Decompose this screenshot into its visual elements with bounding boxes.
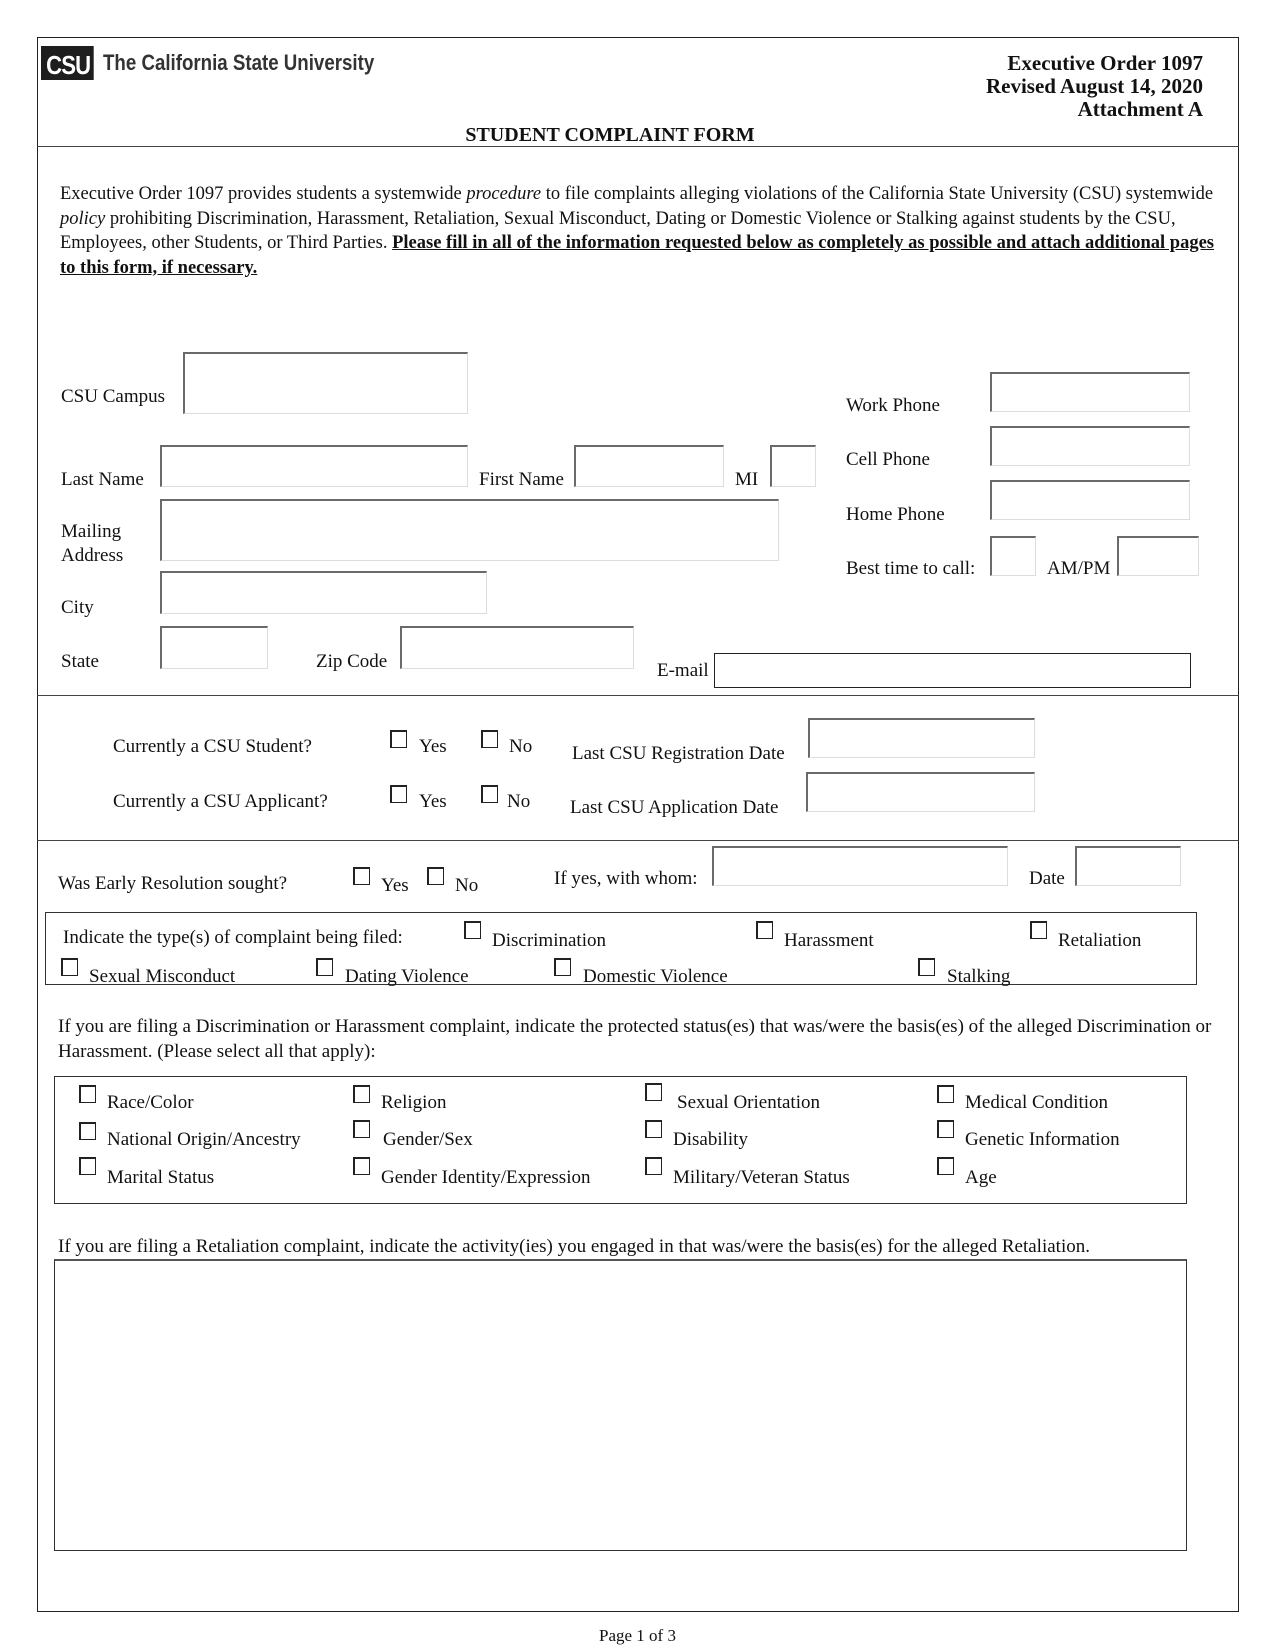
protected-status-checkbox[interactable] xyxy=(353,1120,370,1138)
protected-status-checkbox[interactable] xyxy=(937,1157,954,1175)
csu-logo-mark: CSU xyxy=(41,46,94,80)
city-label: City xyxy=(61,597,94,618)
complaint-type-checkbox[interactable] xyxy=(61,958,78,976)
mi-field[interactable] xyxy=(770,445,816,487)
executive-order-header xyxy=(986,52,1203,121)
email-label: E-mail xyxy=(657,660,709,681)
form-title: STUDENT COMPLAINT FORM xyxy=(465,124,755,146)
mailing-address-field[interactable] xyxy=(160,499,779,561)
mailing-label-line2: Address xyxy=(61,545,124,566)
student-yes-checkbox[interactable] xyxy=(390,730,407,748)
early-resolution-no-label: No xyxy=(455,875,479,896)
section-divider xyxy=(37,840,1239,841)
early-resolution-date-label: Date xyxy=(1029,868,1065,889)
protected-status-label: Genetic Information xyxy=(965,1129,1120,1150)
student-yes-label: Yes xyxy=(419,736,447,757)
complaint-type-label: Harassment xyxy=(784,930,874,951)
state-field[interactable] xyxy=(160,626,268,669)
best-time-label: Best time to call: xyxy=(846,558,976,579)
complaint-type-label: Sexual Misconduct xyxy=(89,966,236,987)
zip-code-field[interactable] xyxy=(400,626,634,669)
attachment-label: Attachment A xyxy=(1077,97,1203,121)
student-question: Currently a CSU Student? xyxy=(113,736,312,757)
applicant-yes-checkbox[interactable] xyxy=(390,785,407,803)
city-field[interactable] xyxy=(160,571,487,614)
mi-label: MI xyxy=(735,469,759,490)
first-name-field[interactable] xyxy=(574,445,724,487)
csu-logo xyxy=(41,46,422,80)
protected-status-checkbox[interactable] xyxy=(937,1085,954,1103)
email-field[interactable] xyxy=(714,653,1191,688)
cell-phone-label: Cell Phone xyxy=(846,449,930,470)
retaliation-instruction: If you are filing a Retaliation complaint, indicate the activity(ies) you engaged in that was/were the basis(es) for the alleged Retaliation. xyxy=(58,1236,1090,1257)
work-phone-field[interactable] xyxy=(990,372,1190,412)
registration-date-field[interactable] xyxy=(808,718,1035,758)
header-divider xyxy=(37,146,1239,147)
protected-status-label: Religion xyxy=(381,1092,447,1113)
protected-status-label: Marital Status xyxy=(107,1167,215,1188)
protected-status-label: Medical Condition xyxy=(965,1092,1109,1113)
csu-logo-text: The California State University xyxy=(103,50,375,75)
protected-status-label: Gender Identity/Expression xyxy=(381,1167,591,1188)
mailing-address-label xyxy=(61,520,123,568)
complaint-type-checkbox[interactable] xyxy=(554,958,571,976)
complaint-type-label: Stalking xyxy=(947,966,1011,987)
complaint-type-label: Domestic Violence xyxy=(583,966,728,987)
protected-status-checkbox[interactable] xyxy=(353,1085,370,1103)
applicant-yes-label: Yes xyxy=(419,791,447,812)
ampm-field[interactable] xyxy=(1117,536,1199,576)
complaint-types-prompt: Indicate the type(s) of complaint being filed: xyxy=(63,927,403,948)
page-number: Page 1 of 3 xyxy=(599,1626,676,1645)
applicant-question: Currently a CSU Applicant? xyxy=(113,791,328,812)
protected-status-checkbox[interactable] xyxy=(79,1157,96,1175)
protected-status-checkbox[interactable] xyxy=(645,1120,662,1138)
protected-status-label: Race/Color xyxy=(107,1092,194,1113)
protected-status-label: Disability xyxy=(673,1129,748,1150)
intro-instruction: Please fill in all of the information requested below as completely as possible and attach additional pages to this form, if necessary. xyxy=(60,233,1215,278)
protected-status-label: National Origin/Ancestry xyxy=(107,1129,301,1150)
early-resolution-yes-checkbox[interactable] xyxy=(353,867,370,885)
early-resolution-no-checkbox[interactable] xyxy=(427,867,444,885)
ampm-label: AM/PM xyxy=(1047,558,1111,579)
complaint-type-checkbox[interactable] xyxy=(316,958,333,976)
complaint-type-label: Discrimination xyxy=(492,930,606,951)
campus-field[interactable] xyxy=(183,352,468,414)
campus-label: CSU Campus xyxy=(61,386,165,407)
home-phone-field[interactable] xyxy=(990,480,1190,520)
complaint-type-checkbox[interactable] xyxy=(756,921,773,939)
protected-status-label: Age xyxy=(965,1167,997,1188)
intro-text: to file complaints alleging violations of the California State University (CSU) systemwide xyxy=(541,184,1214,204)
applicant-no-label: No xyxy=(507,791,531,812)
home-phone-label: Home Phone xyxy=(846,504,945,525)
complaint-type-checkbox[interactable] xyxy=(918,958,935,976)
student-no-checkbox[interactable] xyxy=(481,730,498,748)
state-label: State xyxy=(61,651,99,672)
protected-status-checkbox[interactable] xyxy=(353,1157,370,1175)
early-resolution-date-field[interactable] xyxy=(1075,846,1181,886)
application-date-label: Last CSU Application Date xyxy=(570,797,779,818)
best-time-field[interactable] xyxy=(990,536,1036,576)
work-phone-label: Work Phone xyxy=(846,395,940,416)
complaint-type-checkbox[interactable] xyxy=(1030,921,1047,939)
complaint-type-label: Dating Violence xyxy=(345,966,469,987)
application-date-field[interactable] xyxy=(806,772,1035,812)
protected-status-label: Gender/Sex xyxy=(383,1129,473,1150)
registration-date-label: Last CSU Registration Date xyxy=(572,743,785,764)
protected-status-checkbox[interactable] xyxy=(79,1085,96,1103)
retaliation-activity-field[interactable] xyxy=(54,1259,1187,1551)
early-resolution-question: Was Early Resolution sought? xyxy=(58,873,288,894)
protected-status-label: Sexual Orientation xyxy=(677,1092,820,1113)
revision-date: Revised August 14, 2020 xyxy=(985,74,1203,98)
protected-status-checkbox[interactable] xyxy=(937,1120,954,1138)
intro-emphasis-procedure: procedure xyxy=(466,184,542,204)
last-name-field[interactable] xyxy=(160,445,468,487)
with-whom-field[interactable] xyxy=(712,846,1008,886)
protected-status-checkbox[interactable] xyxy=(645,1083,662,1101)
applicant-no-checkbox[interactable] xyxy=(481,785,498,803)
order-number: Executive Order 1097 xyxy=(1007,51,1203,75)
mailing-label-line1: Mailing xyxy=(61,521,122,542)
section-divider xyxy=(37,695,1239,696)
intro-text: Executive Order 1097 provides students a systemwide xyxy=(60,184,467,204)
protected-status-checkbox[interactable] xyxy=(645,1157,662,1175)
protected-status-instruction: If you are filing a Discrimination or Harassment complaint, indicate the protected status(es) that was/were the basis(es) of the alleged Discrimination or Harassment. (Please select all that apply): xyxy=(58,1016,1212,1062)
zip-code-label: Zip Code xyxy=(316,651,388,672)
intro-paragraph xyxy=(60,182,1220,280)
cell-phone-field[interactable] xyxy=(990,426,1190,466)
with-whom-label: If yes, with whom: xyxy=(554,868,698,889)
complaint-type-checkbox[interactable] xyxy=(464,921,481,939)
early-resolution-yes-label: Yes xyxy=(381,875,409,896)
intro-emphasis-policy: policy xyxy=(60,208,106,229)
last-name-label: Last Name xyxy=(61,469,144,490)
protected-status-label: Military/Veteran Status xyxy=(673,1167,850,1188)
protected-status-checkbox[interactable] xyxy=(79,1122,96,1140)
student-no-label: No xyxy=(509,736,533,757)
intro-text: prohibiting Discrimination, Harassment, Retaliation, Sexual Misconduct, Dating or Domestic Violence or Stalking against students by the CSU, Employees, other Students, or Third Parties. xyxy=(60,208,1176,253)
complaint-type-label: Retaliation xyxy=(1058,930,1142,951)
first-name-label: First Name xyxy=(479,469,564,490)
